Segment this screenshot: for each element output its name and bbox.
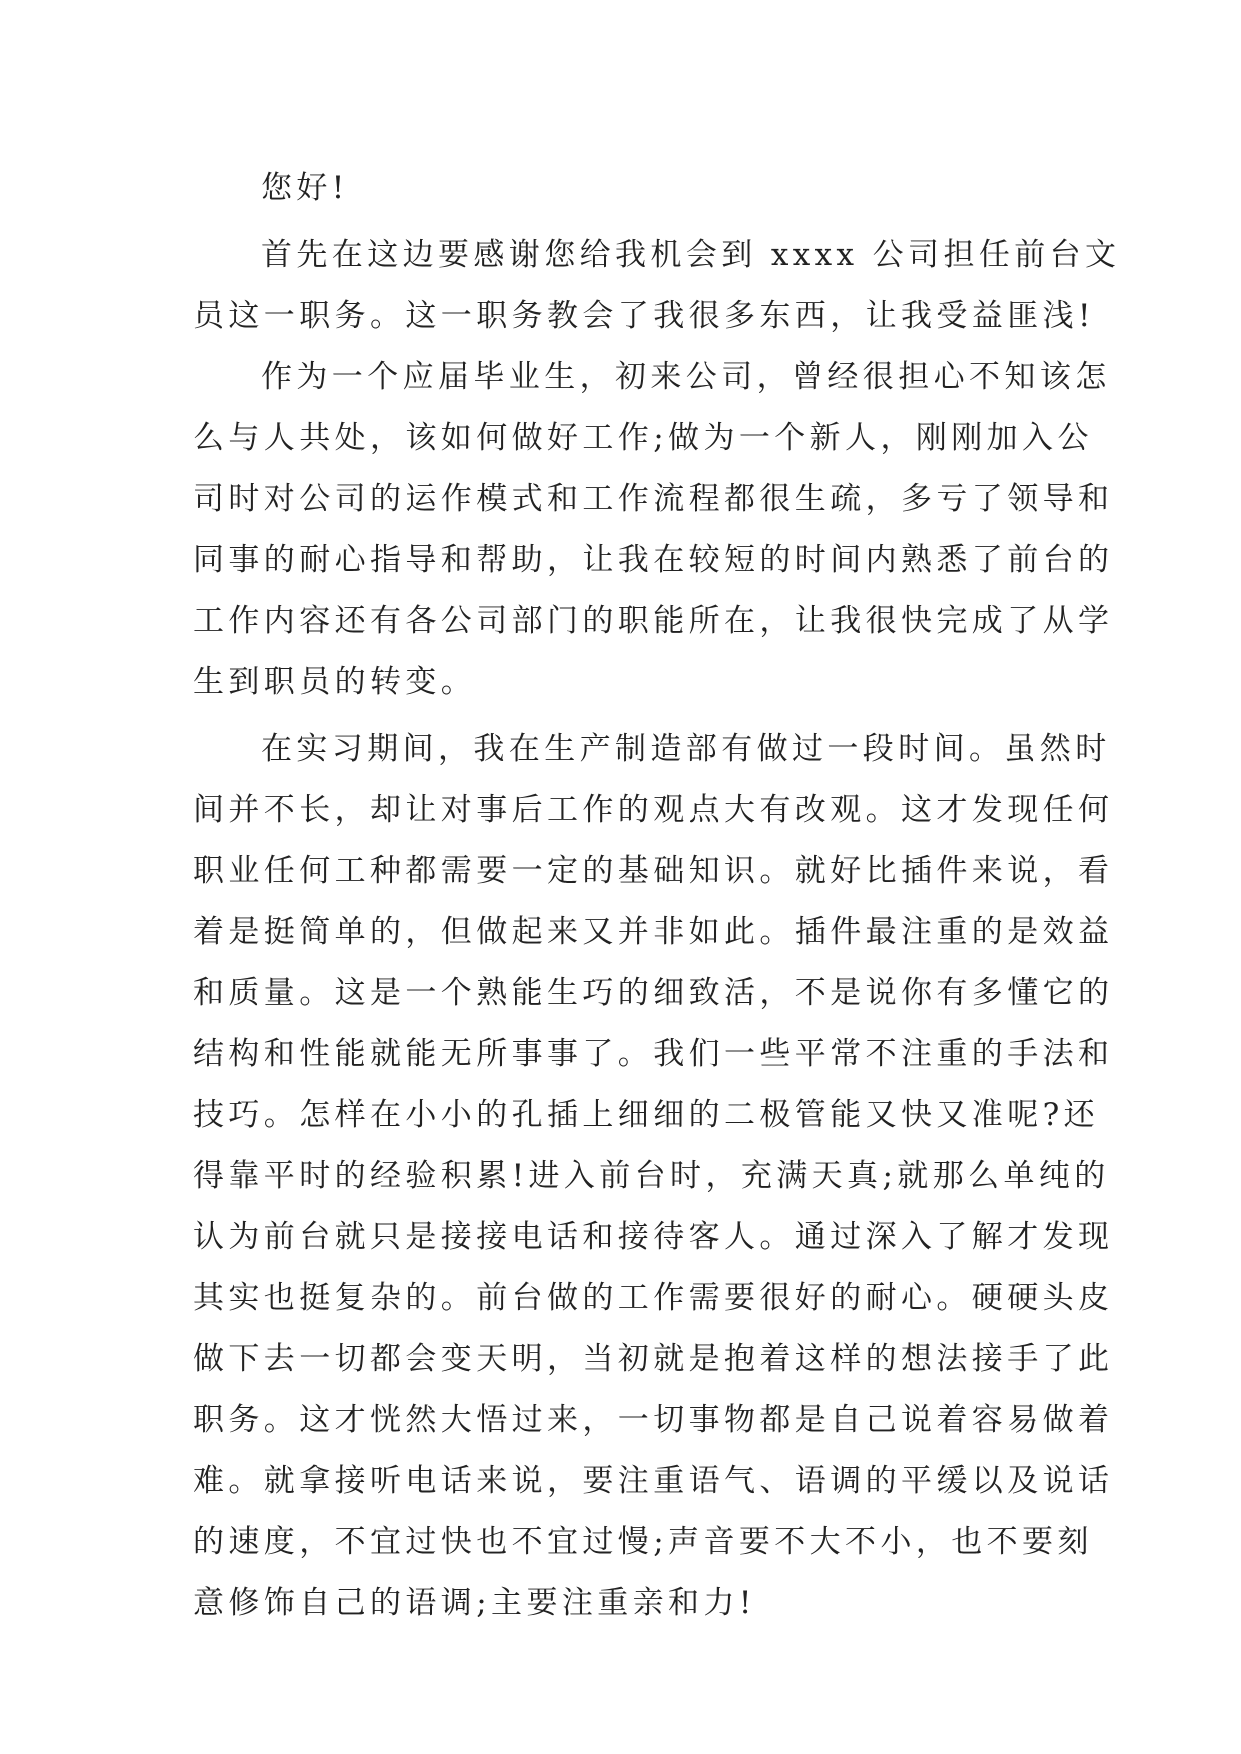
paragraph-line: 职务。这才恍然大悟过来，一切事物都是自己说着容易做着 (193, 1402, 1114, 1438)
paragraph-line: 职业任何工种都需要一定的基础知识。就好比插件来说，看 (193, 853, 1114, 889)
paragraph-line: 在实习期间，我在生产制造部有做过一段时间。虽然时 (261, 731, 1111, 767)
paragraph-line: 间并不长，却让对事后工作的观点大有改观。这才发现任何 (193, 792, 1114, 828)
paragraph-line: 工作内容还有各公司部门的职能所在，让我很快完成了从学 (193, 603, 1114, 639)
paragraph-3 (193, 719, 1114, 1634)
paragraph-line: 首先在这边要感谢您给我机会到 xxxx 公司担任前台文 (261, 237, 1121, 273)
letter-body (193, 158, 1121, 1634)
paragraph-line: 司时对公司的运作模式和工作流程都很生疏，多亏了领导和 (193, 481, 1114, 517)
paragraph-line: 着是挺简单的，但做起来又并非如此。插件最注重的是效益 (193, 914, 1114, 950)
paragraph-line: 么与人共处，该如何做好工作;做为一个新人，刚刚加入公 (193, 420, 1093, 456)
paragraph-line: 做下去一切都会变天明，当初就是抱着这样的想法接手了此 (193, 1341, 1114, 1377)
paragraph-line: 和质量。这是一个熟能生巧的细致活，不是说你有多懂它的 (193, 975, 1114, 1011)
paragraph-line: 作为一个应届毕业生，初来公司，曾经很担心不知该怎 (261, 359, 1111, 395)
greeting: 您好! (261, 170, 349, 206)
paragraph-line: 的速度，不宜过快也不宜过慢;声音要不大不小，也不要刻 (193, 1524, 1093, 1560)
paragraph-line: 生到职员的转变。 (193, 664, 477, 700)
paragraph-line: 意修饰自己的语调;主要注重亲和力! (193, 1585, 756, 1621)
paragraph-line: 难。就拿接听电话来说，要注重语气、语调的平缓以及说话 (193, 1463, 1114, 1499)
paragraph-line: 认为前台就只是接接电话和接待客人。通过深入了解才发现 (193, 1219, 1114, 1255)
paragraph-1 (193, 225, 1121, 347)
paragraph-2 (193, 347, 1114, 713)
paragraph-line: 结构和性能就能无所事事了。我们一些平常不注重的手法和 (193, 1036, 1114, 1072)
paragraph-line: 得靠平时的经验积累!进入前台时，充满天真;就那么单纯的 (193, 1158, 1110, 1194)
paragraph-line: 技巧。怎样在小小的孔插上细细的二极管能又快又准呢?还 (193, 1097, 1100, 1133)
paragraph-line: 员这一职务。这一职务教会了我很多东西，让我受益匪浅! (193, 298, 1095, 334)
paragraph-line: 其实也挺复杂的。前台做的工作需要很好的耐心。硬硬头皮 (193, 1280, 1114, 1316)
paragraph-line: 同事的耐心指导和帮助，让我在较短的时间内熟悉了前台的 (193, 542, 1114, 578)
